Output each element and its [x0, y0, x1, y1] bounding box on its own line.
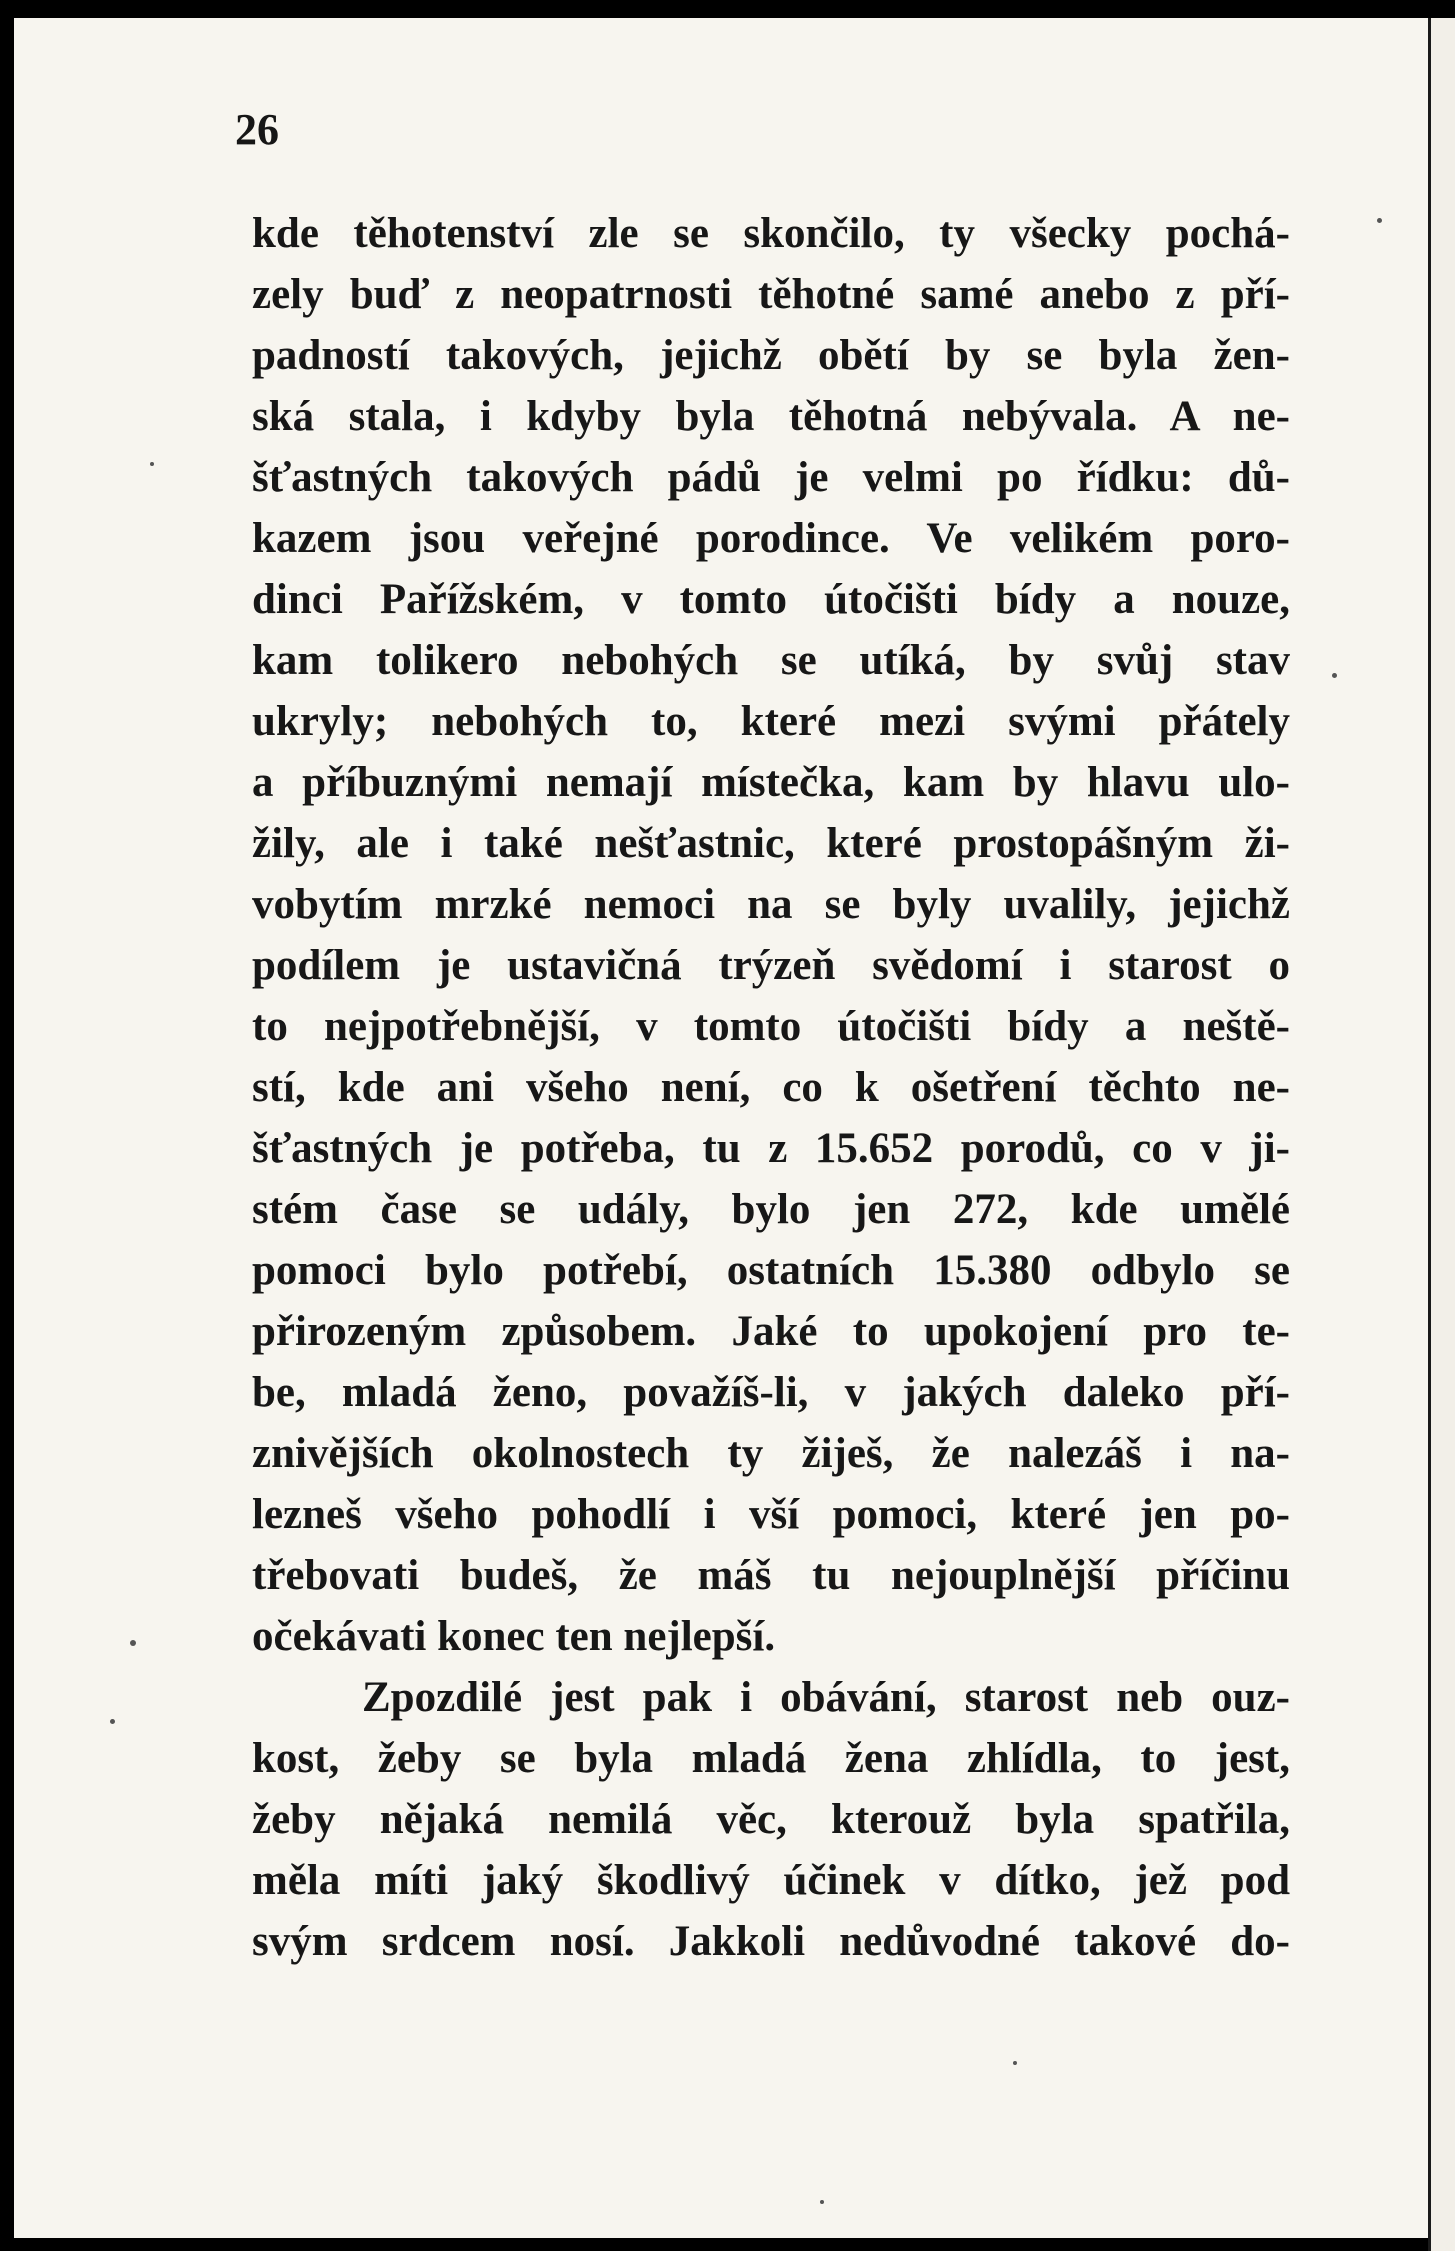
page-edge	[1428, 18, 1455, 2251]
text-line: padností takových, jejichž obětí by se byla žen-	[252, 332, 1290, 379]
text-line: a příbuznými nemají místečka, kam by hlavu ulo-	[252, 759, 1290, 806]
text-line: očekávati konec ten nejlepší.	[252, 1613, 776, 1660]
scan-speck	[820, 2200, 824, 2204]
text-line: podílem je ustavičná trýzeň svědomí i starost o	[252, 942, 1290, 989]
scan-speck	[130, 1640, 136, 1646]
scan-speck	[150, 462, 154, 466]
text-line: ukryly; nebohých to, které mezi svými přátely	[252, 698, 1290, 745]
text-line: dinci Pařížském, v tomto útočišti bídy a nouze,	[252, 576, 1290, 623]
text-line: pomoci bylo potřebí, ostatních 15.380 odbylo se	[252, 1247, 1290, 1294]
scan-speck	[1332, 673, 1337, 678]
scan-speck	[1377, 218, 1382, 223]
page-number: 26	[235, 105, 279, 154]
text-line: žeby nějaká nemilá věc, kterouž byla spatřila,	[252, 1796, 1290, 1843]
text-line: be, mladá ženo, považíš-li, v jakých daleko pří-	[252, 1369, 1290, 1416]
text-line: stém čase se udály, bylo jen 272, kde umělé	[252, 1186, 1290, 1233]
text-line: lezneš všeho pohodlí i vší pomoci, které jen po-	[252, 1491, 1290, 1538]
body-text	[252, 203, 1290, 1972]
text-line: stí, kde ani všeho není, co k ošetření těchto ne-	[252, 1064, 1290, 1111]
text-line: třebovati budeš, že máš tu nejouplnější příčinu	[252, 1552, 1290, 1599]
text-line: kde těhotenství zle se skončilo, ty všecky pochá-	[252, 210, 1290, 257]
text-line: to nejpotřebnější, v tomto útočišti bídy a neště-	[252, 1003, 1290, 1050]
text-line: šťastných takových pádů je velmi po řídku: dů-	[252, 454, 1290, 501]
text-line: přirozeným způsobem. Jaké to upokojení pro te-	[252, 1308, 1290, 1355]
text-line: měla míti jaký škodlivý účinek v dítko, jež pod	[252, 1857, 1290, 1904]
scan-speck	[1013, 2061, 1017, 2065]
text-line: vobytím mrzké nemoci na se byly uvalily, jejichž	[252, 881, 1290, 928]
text-line: kam tolikero nebohých se utíká, by svůj stav	[252, 637, 1290, 684]
text-line: kost, žeby se byla mladá žena zhlídla, to jest,	[252, 1735, 1290, 1782]
text-line: kazem jsou veřejné porodince. Ve velikém poro-	[252, 515, 1290, 562]
text-line: šťastných je potřeba, tu z 15.652 porodů, co v ji-	[252, 1125, 1290, 1172]
text-line: žily, ale i také nešťastnic, které prostopášným ži-	[252, 820, 1290, 867]
text-line: zely buď z neopatrnosti těhotné samé anebo z pří-	[252, 271, 1290, 318]
text-line: ská stala, i kdyby byla těhotná nebývala. A ne-	[252, 393, 1290, 440]
text-line: znivějších okolnostech ty žiješ, že nalezáš i na-	[252, 1430, 1290, 1477]
text-line: svým srdcem nosí. Jakkoli nedůvodné takové do-	[252, 1918, 1290, 1965]
scan-speck	[110, 1719, 115, 1724]
paragraph-first-line: Zpozdilé jest pak i obávání, starost neb ouz-	[362, 1674, 1290, 1721]
